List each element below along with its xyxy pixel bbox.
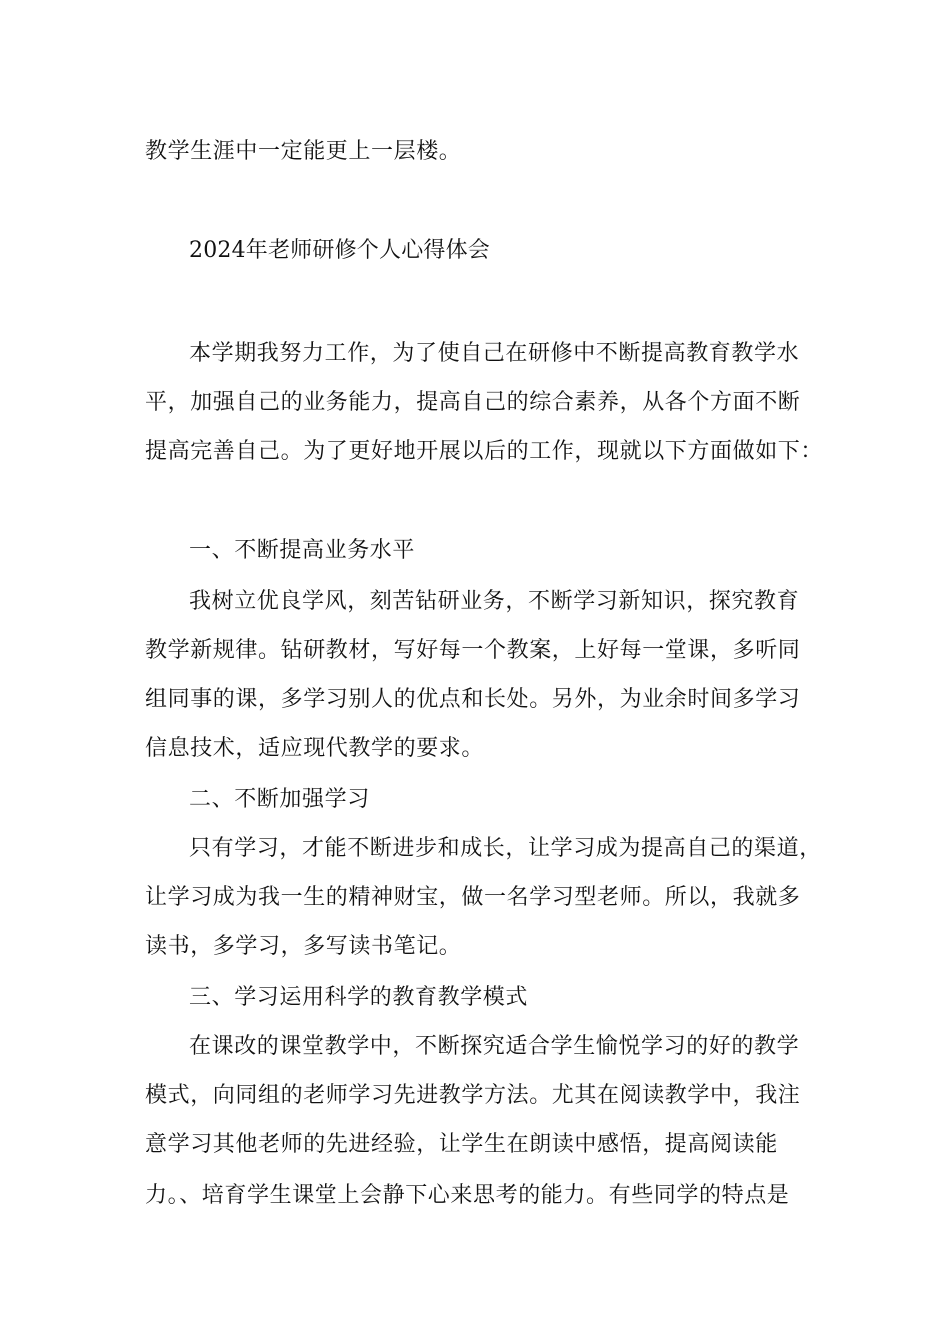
- section-body-line: 只有学习，才能不断进步和成长，让学习成为提高自己的渠道，: [189, 836, 822, 861]
- document-title: 2024年老师研修个人心得体会: [189, 238, 490, 263]
- intro-line: 平，加强自己的业务能力，提高自己的综合素养，从各个方面不断: [145, 390, 801, 415]
- section-heading: 二、不断加强学习: [189, 787, 370, 812]
- section-body-line: 信息技术，适应现代教学的要求。: [145, 736, 485, 761]
- section-body-line: 模式，向同组的老师学习先进教学方法。尤其在阅读教学中，我注: [145, 1083, 801, 1108]
- section-heading: 三、学习运用科学的教育教学模式: [189, 985, 529, 1010]
- carryover-text-line: 教学生涯中一定能更上一层楼。: [145, 139, 462, 164]
- section-body-line: 我树立优良学风，刻苦钻研业务，不断学习新知识，探究教育: [189, 589, 800, 614]
- section-body-line: 教学新规律。钻研教材，写好每一个教案，上好每一堂课，多听同: [145, 638, 801, 663]
- section-body-line: 让学习成为我一生的精神财宝，做一名学习型老师。所以，我就多: [145, 885, 801, 910]
- section-body-line: 在课改的课堂教学中，不断探究适合学生愉悦学习的好的教学: [189, 1034, 800, 1059]
- section-body-line: 组同事的课，多学习别人的优点和长处。另外，为业余时间多学习: [145, 687, 801, 712]
- section-body-line: 读书，多学习，多写读书笔记。: [145, 934, 462, 959]
- intro-line: 本学期我努力工作，为了使自己在研修中不断提高教育教学水: [189, 341, 800, 366]
- section-body-line: 意学习其他老师的先进经验，让学生在朗读中感悟，提高阅读能: [145, 1132, 778, 1157]
- section-heading: 一、不断提高业务水平: [189, 538, 416, 563]
- section-body-line: 力。、培育学生课堂上会静下心来思考的能力。有些同学的特点是: [145, 1183, 790, 1208]
- intro-line: 提高完善自己。为了更好地开展以后的工作，现就以下方面做如下：: [145, 439, 824, 464]
